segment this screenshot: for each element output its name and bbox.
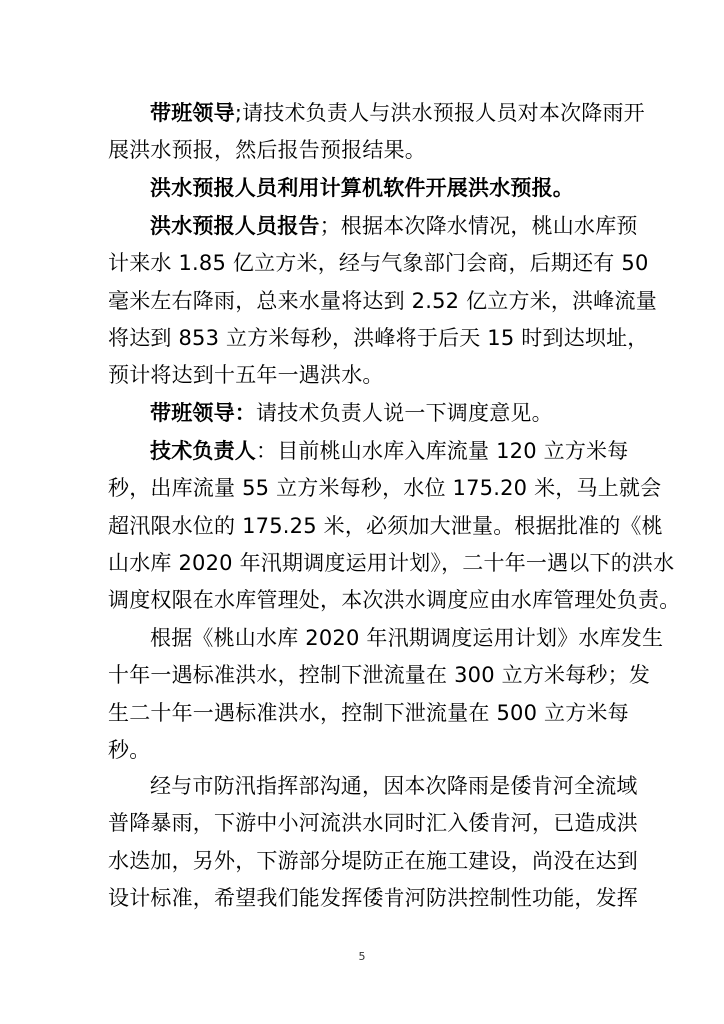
bold-speaker-label: 技术负责人 — [150, 439, 256, 463]
text-segment: 计来水 1.85 亿立方米，经与气象部门会商，后期还有 50 — [108, 251, 649, 276]
text-line — [108, 805, 638, 842]
text-line — [108, 620, 664, 657]
text-segment: 秒。 — [108, 737, 151, 762]
text-line — [108, 582, 681, 619]
paragraph — [108, 433, 681, 619]
text-segment: ;请技术负责人与洪水预报人员对本次降雨开 — [234, 101, 645, 125]
paragraph — [108, 620, 664, 769]
text-line — [108, 245, 649, 282]
text-line — [108, 320, 649, 357]
text-segment: 超汛限水位的 175.25 米，必须加大泄量。根据批准的《桃 — [108, 513, 663, 538]
text-line — [108, 695, 629, 732]
text-segment: ：目前桃山水库入库流量 120 立方米每 — [256, 439, 629, 463]
text-line — [108, 95, 645, 132]
text-segment: 设计标准，希望我们能发挥倭肯河防洪控制性功能，发挥 — [108, 885, 638, 910]
bold-speaker-label: 洪水预报人员利用计算机软件开展洪水预报。 — [150, 176, 574, 200]
text-line — [108, 132, 618, 169]
text-line — [108, 732, 618, 769]
text-segment: 经与市防汛指挥部沟通，因本次降雨是倭肯河全流域 — [150, 774, 638, 798]
text-segment: 十年一遇标准洪水，控制下泄流量在 300 立方米每秒；发 — [108, 663, 651, 688]
text-line — [108, 508, 663, 545]
text-line — [108, 170, 618, 207]
text-line — [108, 433, 629, 470]
bold-speaker-label: 带班领导 — [150, 101, 235, 125]
text-segment: 将达到 853 立方米每秒，洪峰将于后天 15 时到达坝址， — [108, 325, 649, 350]
text-line — [108, 357, 618, 394]
text-segment: 根据《桃山水库 2020 年汛期调度运用计划》水库发生 — [150, 626, 664, 650]
text-segment: ；根据本次降水情况，桃山水库预 — [319, 214, 638, 238]
text-segment: 生二十年一遇标准洪水，控制下泄流量在 500 立方米每 — [108, 700, 629, 725]
bold-speaker-label: 带班领导： — [150, 401, 256, 425]
text-line — [108, 470, 662, 507]
paragraph — [108, 768, 638, 917]
text-line — [108, 843, 638, 880]
text-segment: 山水库 2020 年汛期调度运用计划》，二十年一遇以下的洪水 — [108, 550, 675, 575]
bold-speaker-label: 洪水预报人员报告 — [150, 214, 320, 238]
text-line — [108, 395, 618, 432]
paragraph — [108, 95, 645, 170]
text-line — [108, 657, 651, 694]
text-line — [108, 880, 638, 917]
text-segment: 秒，出库流量 55 立方米每秒，水位 175.20 米，马上就会 — [108, 476, 662, 501]
text-line — [108, 545, 675, 582]
paragraph — [108, 170, 618, 207]
text-line — [108, 208, 638, 245]
text-segment: 展洪水预报，然后报告预报结果。 — [108, 138, 426, 163]
paragraph — [108, 208, 657, 394]
page-number: 5 — [358, 950, 366, 963]
text-segment: 调度权限在水库管理处，本次洪水调度应由水库管理处负责。 — [108, 588, 681, 613]
text-segment: 毫米左右降雨，总来水量将达到 2.52 亿立方米，洪峰流量 — [108, 288, 657, 313]
text-segment: 水迭加，另外，下游部分堤防正在施工建设，尚没在达到 — [108, 848, 638, 873]
text-line — [108, 768, 638, 805]
text-line — [108, 283, 657, 320]
text-segment: 普降暴雨，下游中小河流洪水同时汇入倭肯河，已造成洪 — [108, 811, 638, 836]
text-segment: 预计将达到十五年一遇洪水。 — [108, 363, 384, 388]
text-segment: 请技术负责人说一下调度意见。 — [256, 401, 553, 425]
paragraph — [108, 395, 618, 432]
